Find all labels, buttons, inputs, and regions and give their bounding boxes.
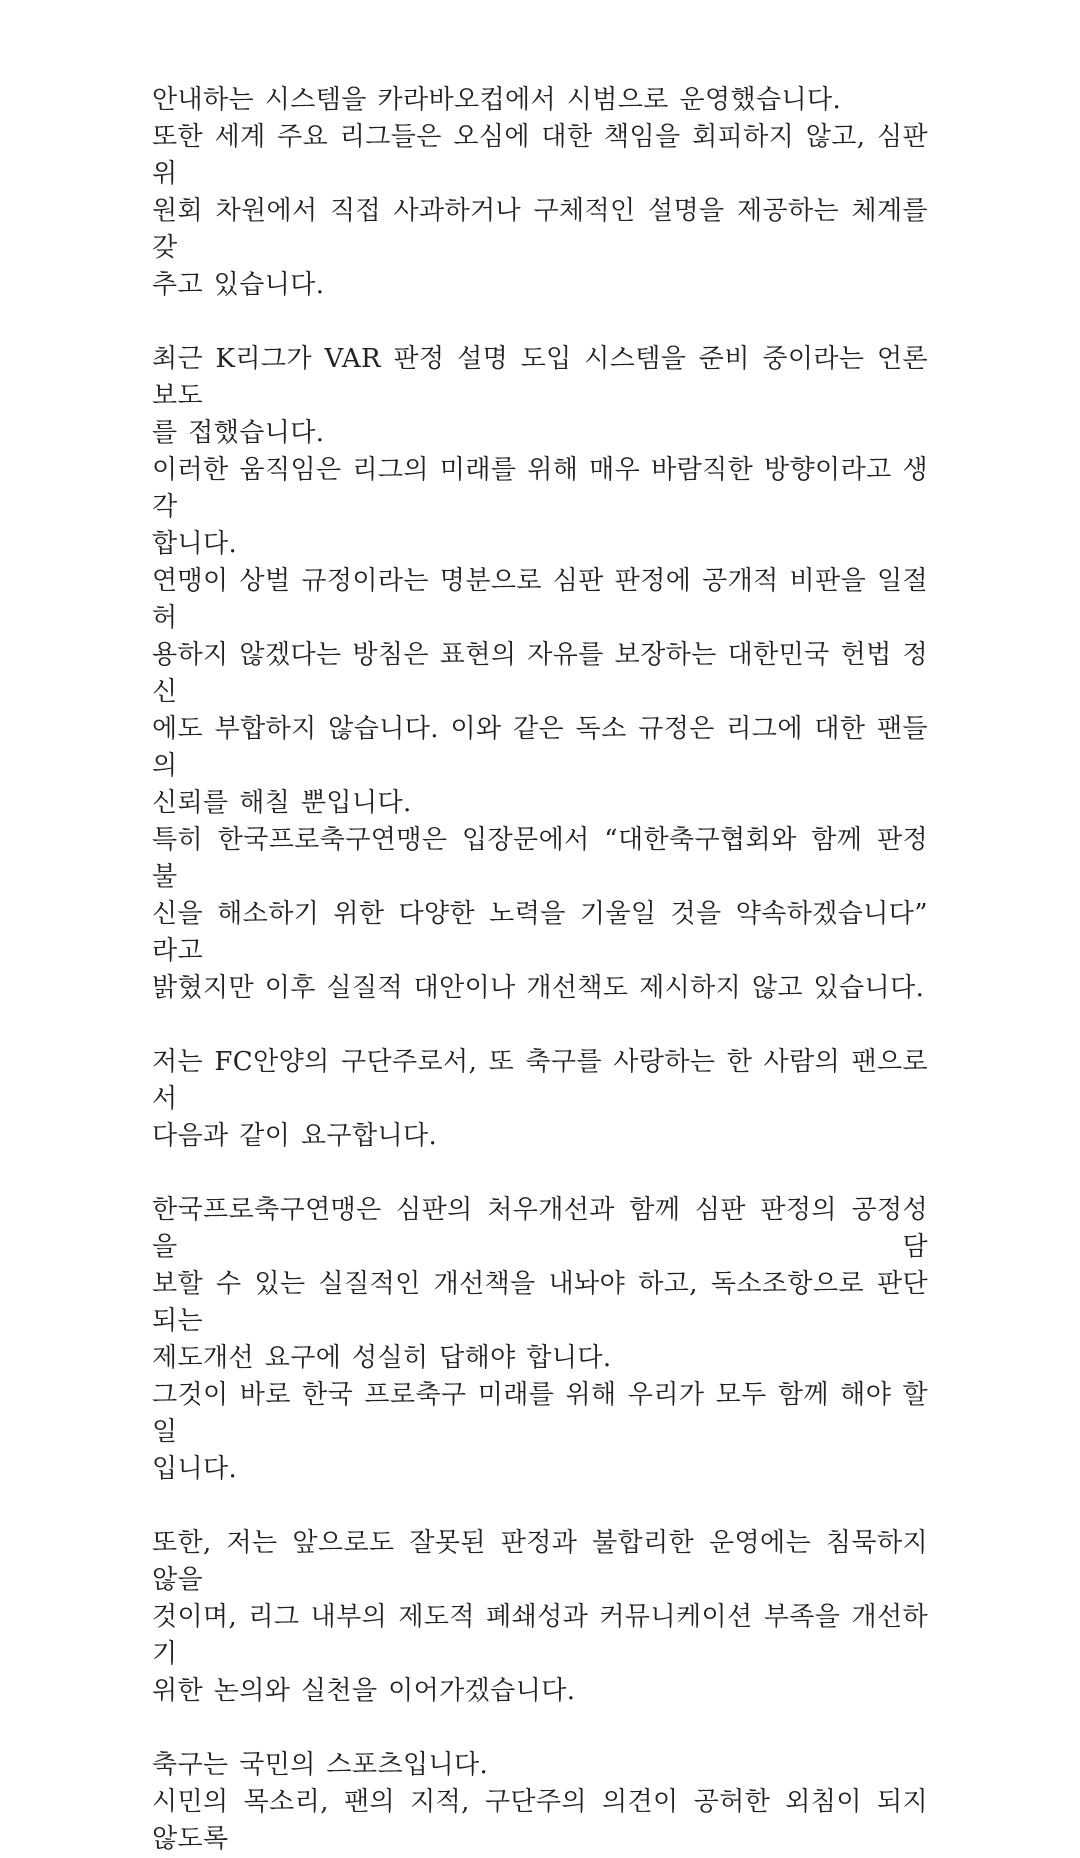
text-line: 최근 K리그가 VAR 판정 설명 도입 시스템을 준비 중이라는 언론 보도	[152, 344, 928, 411]
text-line: 추고 있습니다.	[152, 270, 325, 300]
text-line: 안내하는 시스템을 카라바오컵에서 시범으로 운영했습니다.	[152, 85, 842, 115]
paragraph-block	[152, 1525, 928, 1710]
text-line: 위한 논의와 실천을 이어가겠습니다.	[152, 1676, 576, 1706]
text-line: 신을 해소하기 위한 다양한 노력을 기울일 것을 약속하겠습니다” 라고	[152, 899, 928, 966]
paragraph-block	[152, 82, 928, 304]
text-line: 에도 부합하지 않습니다. 이와 같은 독소 규정은 리그에 대한 팬들의	[152, 714, 928, 781]
text-line: 밝혔지만 이후 실질적 대안이나 개선책도 제시하지 않고 있습니다.	[152, 973, 925, 1003]
text-line: 입니다.	[152, 1454, 238, 1484]
paragraph-block	[152, 341, 928, 1007]
text-line: 시민의 목소리, 팬의 지적, 구단주의 의견이 공허한 외침이 되지 않도록	[152, 1787, 928, 1854]
text-line: 연맹이 상벌 규정이라는 명분으로 심판 판정에 공개적 비판을 일절 허	[152, 566, 928, 633]
text-line: 축구는 국민의 스포츠입니다.	[152, 1750, 489, 1780]
text-line: 또한, 저는 앞으로도 잘못된 판정과 불합리한 운영에는 침묵하지 않을	[152, 1528, 928, 1595]
text-line: 합니다.	[152, 529, 238, 559]
text-line: 보할 수 있는 실질적인 개선책을 내놔야 하고, 독소조항으로 판단되는	[152, 1269, 928, 1336]
text-line: 원회 차원에서 직접 사과하거나 구체적인 설명을 제공하는 체계를 갖	[152, 196, 928, 263]
text-line: 저는 FC안양의 구단주로서, 또 축구를 사랑하는 한 사람의 팬으로서	[152, 1047, 928, 1114]
document-body	[152, 82, 928, 1858]
text-line: 특히 한국프로축구연맹은 입장문에서 “대한축구협회와 함께 판정 불	[152, 825, 928, 892]
text-line: 제도개선 요구에 성실히 답해야 합니다.	[152, 1343, 612, 1373]
text-line: 를 접했습니다.	[152, 418, 325, 448]
text-line: 다음과 같이 요구합니다.	[152, 1121, 438, 1151]
text-line: 또한 세계 주요 리그들은 오심에 대한 책임을 회피하지 않고, 심판위	[152, 122, 928, 189]
text-line: 신뢰를 해칠 뿐입니다.	[152, 788, 412, 818]
text-line: 그것이 바로 한국 프로축구 미래를 위해 우리가 모두 함께 해야 할 일	[152, 1380, 928, 1447]
text-line: 용하지 않겠다는 방침은 표현의 자유를 보장하는 대한민국 헌법 정신	[152, 640, 928, 707]
text-line: 이러한 움직임은 리그의 미래를 위해 매우 바람직한 방향이라고 생각	[152, 455, 928, 522]
text-line: 것이며, 리그 내부의 제도적 폐쇄성과 커뮤니케이션 부족을 개선하기	[152, 1602, 928, 1669]
paragraph-block	[152, 1192, 928, 1488]
paragraph-block	[152, 1044, 928, 1155]
paragraph-block	[152, 1747, 928, 1858]
text-line: 한국프로축구연맹은 심판의 처우개선과 함께 심판 판정의 공정성을 담	[152, 1195, 928, 1262]
